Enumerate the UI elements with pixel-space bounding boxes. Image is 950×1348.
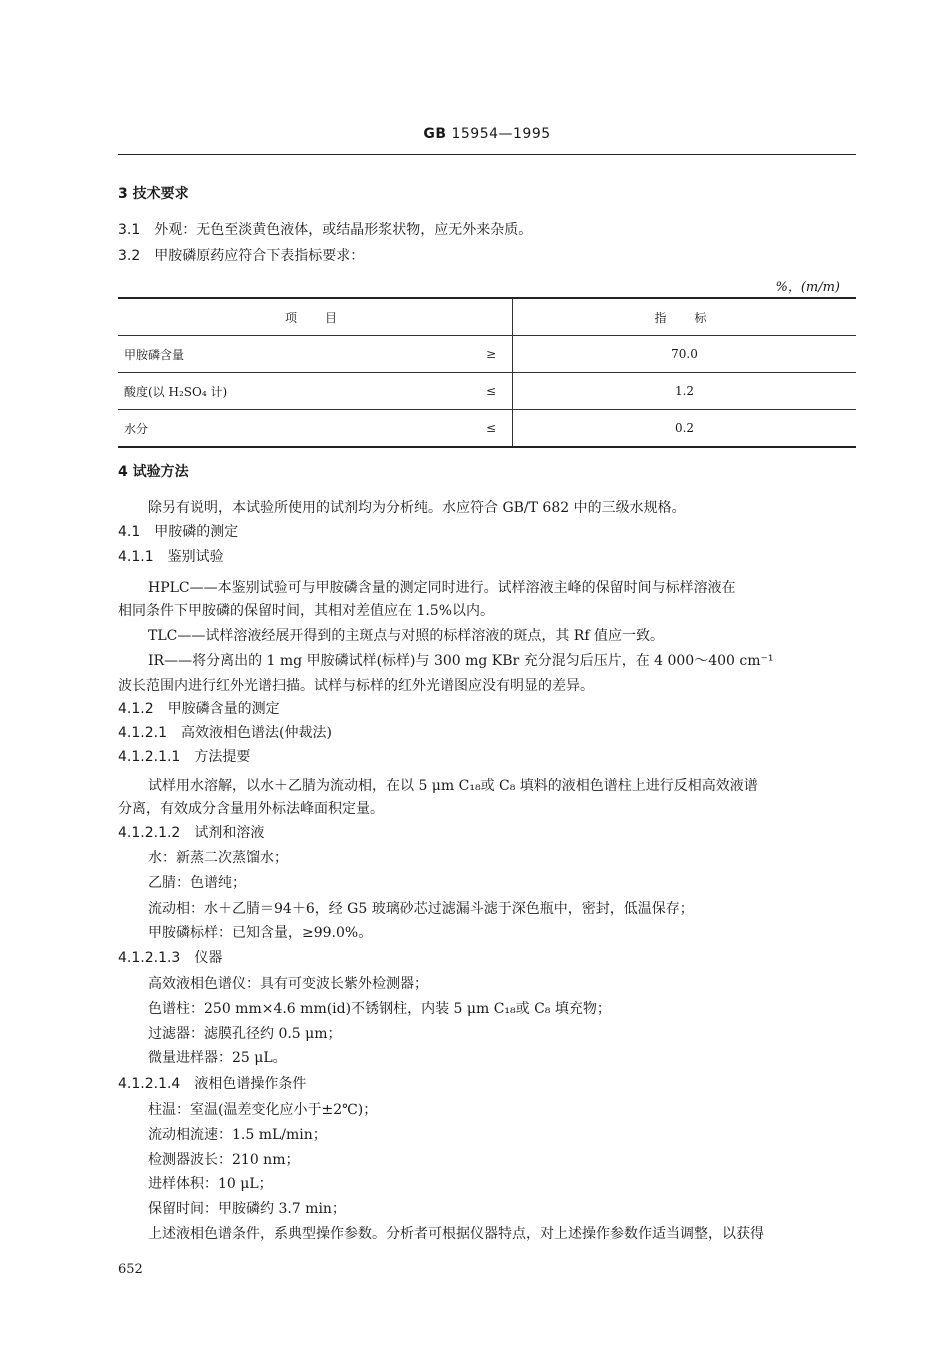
clause-text: 甲胺磷的测定	[154, 524, 239, 540]
ir-text-2: 波长范围内进行红外光谱扫描。试样与标样的红外光谱图应没有明显的差异。	[118, 678, 594, 694]
hplc-text-1: HPLC——本鉴别试验可与甲胺磷含量的测定同时进行。试样溶液主峰的保留时间与标样溶液在	[148, 580, 736, 596]
row-symbol: ≥	[470, 336, 513, 373]
clause-4-1-2-1-1	[118, 747, 250, 767]
clause-number: 4.1.2.1.1	[118, 749, 181, 765]
table-row	[118, 373, 856, 410]
clause-4-1-2-1-2	[118, 823, 264, 843]
clause-number: 4.1.2.1.4	[118, 1076, 181, 1092]
row-value: 1.2	[674, 384, 695, 398]
header-rule	[118, 154, 856, 155]
section-4-intro: 除另有说明，本试验所使用的试剂均为分析纯。水应符合 GB/T 682 中的三级水规格。	[148, 500, 686, 516]
ir-text-1: IR——将分离出的 1 mg 甲胺磷试样(标样)与 300 mg KBr 充分混匀后压片，在 4 000～400 cm⁻¹	[148, 653, 774, 669]
reagent-line: 乙腈：色谱纯；	[148, 875, 246, 891]
condition-line: 柱温：室温(温差变化应小于±2℃)；	[148, 1102, 378, 1118]
clause-text: 高效液相色谱法(仲裁法)	[180, 725, 332, 741]
row-item: 水分	[124, 421, 149, 436]
row-item: 酸度(以 H₂SO₄ 计)	[124, 384, 228, 399]
hplc-text-2: 相同条件下甲胺磷的保留时间，其相对差值应在 1.5%以内。	[118, 603, 495, 619]
table-row	[118, 336, 856, 373]
clause-number: 4.1.2.1.2	[118, 825, 181, 841]
clause-text: 试剂和溶液	[194, 825, 265, 841]
standard-code: 15954—1995	[451, 126, 551, 142]
clause-text: 甲胺磷含量的测定	[167, 701, 280, 717]
reagent-line: 水：新蒸二次蒸馏水；	[148, 850, 288, 866]
clause-text: 方法提要	[194, 749, 251, 765]
page-number: 652	[118, 1262, 143, 1277]
clause-number: 3.1	[118, 222, 141, 238]
table-unit: %，(m/m)	[775, 280, 840, 295]
clause-number: 4.1.1	[118, 549, 154, 565]
row-value: 70.0	[671, 347, 698, 361]
header-value: 指 标	[654, 310, 715, 325]
clause-text: 外观：无色至淡黄色液体，或结晶形浆状物，应无外来杂质。	[154, 222, 533, 238]
reagent-line: 流动相：水＋乙腈＝94＋6，经 G5 玻璃砂芯过滤漏斗滤于深色瓶中，密封，低温保存；	[148, 901, 694, 917]
method-text-1: 试样用水溶解，以水＋乙腈为流动相，在以 5 μm C₁₈或 C₈ 填料的液相色谱柱上进行反相高效液谱	[148, 778, 758, 794]
condition-line: 保留时间：甲胺磷约 3.7 min；	[148, 1201, 346, 1217]
row-symbol: ≤	[470, 373, 513, 410]
instrument-line: 过滤器：滤膜孔径约 0.5 μm；	[148, 1026, 342, 1042]
reagent-line: 甲胺磷标样：已知含量，≥99.0%。	[148, 925, 373, 941]
clause-number: 3.2	[118, 248, 141, 264]
section-4-title: 4 试验方法	[118, 464, 189, 480]
method-text-2: 分离，有效成分含量用外标法峰面积定量。	[118, 801, 384, 817]
row-value: 0.2	[674, 421, 695, 435]
clause-4-1	[118, 522, 238, 542]
condition-line: 检测器波长：210 nm；	[148, 1152, 300, 1168]
condition-line: 上述液相色谱条件，系典型操作参数。分析者可根据仪器特点，对上述操作参数作适当调整，以获得	[148, 1226, 764, 1242]
spec-table	[118, 297, 856, 448]
clause-text: 仪器	[194, 950, 223, 966]
standard-prefix: GB	[423, 126, 447, 142]
row-item: 甲胺磷含量	[124, 347, 185, 362]
clause-text: 甲胺磷原药应符合下表指标要求：	[154, 248, 365, 264]
instrument-line: 高效液相色谱仪：具有可变波长紫外检测器；	[148, 976, 428, 992]
condition-line: 进样体积：10 μL；	[148, 1176, 273, 1192]
clause-4-1-1	[118, 547, 224, 567]
table-row	[118, 410, 856, 448]
clause-number: 4.1	[118, 524, 141, 540]
clause-text: 液相色谱操作条件	[194, 1076, 307, 1092]
clause-4-1-2-1	[118, 723, 332, 743]
instrument-line: 色谱柱：250 mm×4.6 mm(id)不锈钢柱，内装 5 μm C₁₈或 C₈ 填充物；	[148, 1001, 611, 1017]
table-header-row	[118, 298, 856, 336]
clause-3-2	[118, 246, 364, 266]
tlc-text: TLC——试样溶液经展开得到的主斑点与对照的标样溶液的斑点，其 Rf 值应一致。	[148, 628, 664, 644]
clause-3-1	[118, 220, 532, 240]
clause-4-1-2-1-3	[118, 948, 222, 968]
standard-header	[118, 126, 856, 142]
section-3-title: 3 技术要求	[118, 186, 189, 202]
row-symbol: ≤	[470, 410, 513, 448]
clause-text: 鉴别试验	[167, 549, 224, 565]
header-item: 项 目	[118, 298, 513, 336]
clause-number: 4.1.2.1	[118, 725, 167, 741]
condition-line: 流动相流速：1.5 mL/min；	[148, 1127, 327, 1143]
clause-4-1-2	[118, 699, 280, 719]
instrument-line: 微量进样器：25 μL。	[148, 1050, 287, 1066]
clause-number: 4.1.2.1.3	[118, 950, 181, 966]
clause-4-1-2-1-4	[118, 1074, 306, 1094]
clause-number: 4.1.2	[118, 701, 154, 717]
